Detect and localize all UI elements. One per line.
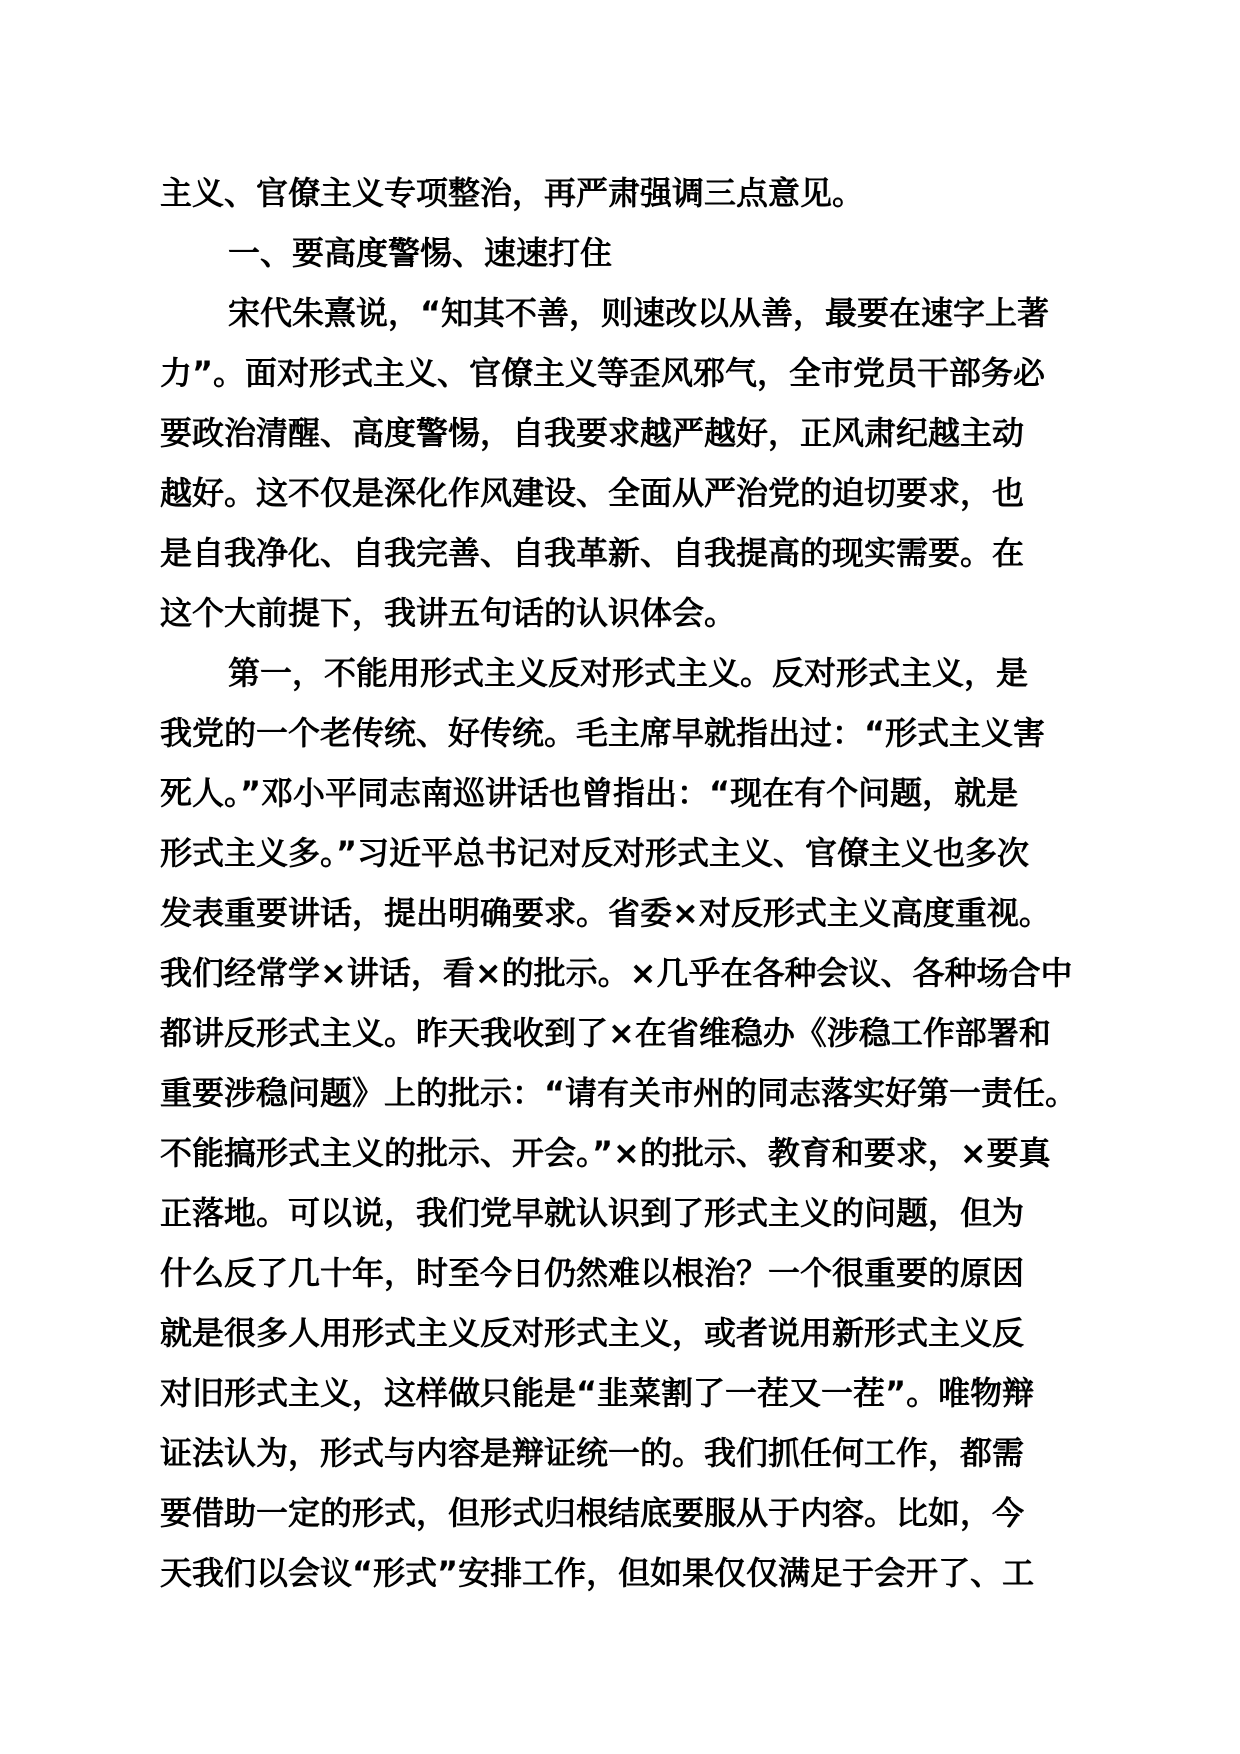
section-heading: 一、要高度警惕、速速打住: [228, 234, 613, 272]
text-line: 对旧形式主义，这样做只能是“韭菜割了一茬又一茬”。唯物辩: [160, 1374, 1035, 1412]
text-line: 不能搞形式主义的批示、开会。”×的批示、教育和要求，×要真: [160, 1134, 1051, 1172]
text-line: 重要涉稳问题》上的批示：“请有关市州的同志落实好第一责任。: [160, 1074, 1078, 1112]
text-line: 都讲反形式主义。昨天我收到了×在省维稳办《涉稳工作部署和: [160, 1014, 1051, 1052]
text-line: 要政治清醒、高度警惕，自我要求越严越好，正风肃纪越主动: [160, 414, 1025, 452]
text-line: 正落地。可以说，我们党早就认识到了形式主义的问题，但为: [160, 1194, 1025, 1232]
text-line: 宋代朱熹说，“知其不善，则速改以从善，最要在速字上著: [228, 294, 1050, 332]
text-line: 什么反了几十年，时至今日仍然难以根治？一个很重要的原因: [160, 1254, 1025, 1292]
text-line: 证法认为，形式与内容是辩证统一的。我们抓任何工作，都需: [160, 1434, 1025, 1472]
body-text: [160, 163, 1100, 1603]
text-line: 形式主义多。”习近平总书记对反对形式主义、官僚主义也多次: [160, 834, 1030, 872]
text-line: 这个大前提下，我讲五句话的认识体会。: [160, 594, 737, 632]
text-line: 主义、官僚主义专项整治，再严肃强调三点意见。: [160, 174, 865, 212]
text-line: 天我们以会议“形式”安排工作，但如果仅仅满足于会开了、工: [160, 1554, 1035, 1592]
text-line: 力”。面对形式主义、官僚主义等歪风邪气，全市党员干部务必: [160, 354, 1046, 392]
text-line: 是自我净化、自我完善、自我革新、自我提高的现实需要。在: [160, 534, 1025, 572]
text-line: 要借助一定的形式，但形式归根结底要服从于内容。比如，今: [160, 1494, 1025, 1532]
text-line: 我党的一个老传统、好传统。毛主席早就指出过：“形式主义害: [160, 714, 1046, 752]
text-line: 我们经常学×讲话，看×的批示。×几乎在各种会议、各种场合中: [160, 954, 1073, 992]
text-line: 就是很多人用形式主义反对形式主义，或者说用新形式主义反: [160, 1314, 1025, 1352]
text-line: 第一，不能用形式主义反对形式主义。反对形式主义，是: [228, 654, 1029, 692]
text-line: 发表重要讲话，提出明确要求。省委×对反形式主义高度重视。: [160, 894, 1051, 932]
text-line: 越好。这不仅是深化作风建设、全面从严治党的迫切要求，也: [160, 474, 1025, 512]
text-line: 死人。”邓小平同志南巡讲话也曾指出：“现在有个问题，就是: [160, 774, 1019, 812]
